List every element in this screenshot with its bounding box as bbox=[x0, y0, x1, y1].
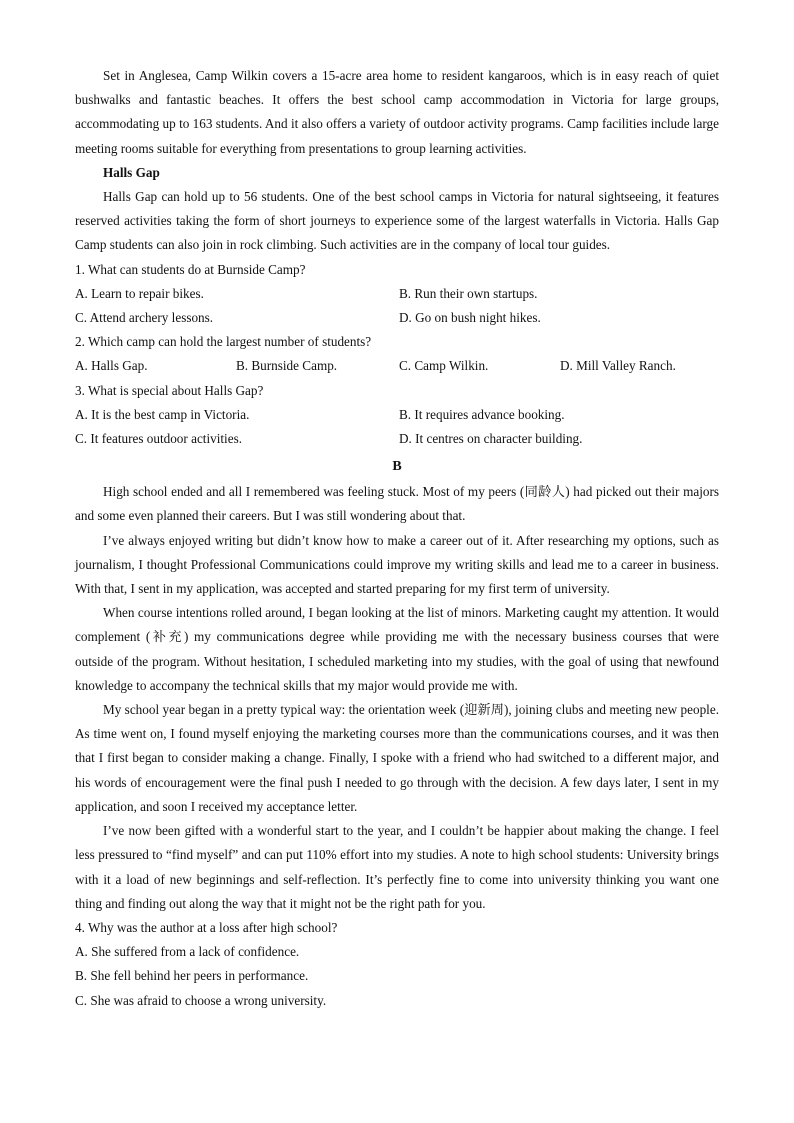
question-stem: 3. What is special about Halls Gap? bbox=[75, 382, 264, 398]
camp-wilkin-paragraph: Set in Anglesea, Camp Wilkin covers a 15-acre area home to resident kangaroos, which is in easy reach of quiet bushwalks and fantastic beaches. It offers the best school camp accommodation in Victoria for large groups, accommodating up to 163 students. And it also offers a variety of outdoor activity programs. Camp facilities include large meeting rooms suitable for everything from presentations to group learning activities. bbox=[75, 68, 719, 156]
passage-paragraph: When course intentions rolled around, I began looking at the list of minors. Marketing caught my attention. It would complement (补充) my communications degree while providing me with the necessary business courses that were outside of the program. Without hesitation, I scheduled marketing into my studies, with the goal of using that newfound knowledge to accompany the technical skills that my major would provide me with. bbox=[75, 605, 719, 693]
passage-paragraph: My school year began in a pretty typical way: the orientation week (迎新周), joining clubs and meeting new people. As time went on, I found myself enjoying the marketing courses more than the communications courses, and it was then that I first began to consider making a change. Finally, I spoke with a friend who had switched to a different major, and his words of encouragement were the final push I needed to go through with the decision. A few days later, I sent in my application, and soon I received my acceptance letter. bbox=[75, 702, 719, 814]
option-c: C. Attend archery lessons. bbox=[75, 310, 214, 326]
question-2 bbox=[75, 330, 719, 378]
option-c: C. Camp Wilkin. bbox=[399, 358, 489, 374]
section-b-title: B bbox=[392, 459, 402, 475]
option-a: A. She suffered from a lack of confidence. bbox=[75, 944, 300, 960]
option-d: D. Mill Valley Ranch. bbox=[560, 358, 676, 374]
halls-gap-heading: Halls Gap bbox=[103, 164, 160, 180]
question-options bbox=[75, 403, 719, 451]
option-a: A. Learn to repair bikes. bbox=[75, 285, 204, 301]
option-c: C. She was afraid to choose a wrong university. bbox=[75, 992, 327, 1008]
halls-gap-paragraph: Halls Gap can hold up to 56 students. One of the best school camps in Victoria for natural sightseeing, it features reserved activities taking the form of short journeys to experience some of the largest waterfalls in Victoria. Halls Gap Camp students can also join in rock climbing. Such activities are in the company of local tour guides. bbox=[75, 189, 719, 253]
question-4 bbox=[75, 916, 719, 1013]
option-c: C. It features outdoor activities. bbox=[75, 431, 242, 447]
exam-page bbox=[75, 64, 719, 1013]
option-b: B. Burnside Camp. bbox=[236, 358, 338, 374]
option-b: B. Run their own startups. bbox=[399, 285, 538, 301]
option-a: A. Halls Gap. bbox=[75, 358, 148, 374]
question-options bbox=[75, 354, 719, 378]
option-a: A. It is the best camp in Victoria. bbox=[75, 406, 250, 422]
question-1 bbox=[75, 258, 719, 331]
question-stem: 4. Why was the author at a loss after high school? bbox=[75, 919, 338, 935]
question-options bbox=[75, 282, 719, 330]
option-b: B. She fell behind her peers in performance. bbox=[75, 968, 309, 984]
question-stem: 1. What can students do at Burnside Camp? bbox=[75, 261, 306, 277]
passage-paragraph: I’ve now been gifted with a wonderful start to the year, and I couldn’t be happier about making the change. I feel less pressured to “find myself” and can put 110% effort into my studies. A note to high school students: University brings with it a load of new beginnings and self-reflection. It’s perfectly fine to come into university thinking you want one thing and finding out along the way that it might not be the right path for you. bbox=[75, 823, 719, 911]
option-d: D. Go on bush night hikes. bbox=[399, 310, 541, 326]
passage-paragraph: High school ended and all I remembered was feeling stuck. Most of my peers (同龄人) had picked out their majors and some even planned their careers. But I was still wondering about that. bbox=[75, 484, 719, 524]
passage-paragraph: I’ve always enjoyed writing but didn’t know how to make a career out of it. After researching my options, such as journalism, I thought Professional Communications could improve my writing skills and lead me to a career in business. With that, I sent in my application, was accepted and started preparing for my first term of university. bbox=[75, 532, 719, 597]
option-b: B. It requires advance booking. bbox=[399, 406, 565, 422]
question-stem: 2. Which camp can hold the largest number of students? bbox=[75, 334, 372, 350]
option-d: D. It centres on character building. bbox=[399, 431, 583, 447]
question-3 bbox=[75, 379, 719, 452]
